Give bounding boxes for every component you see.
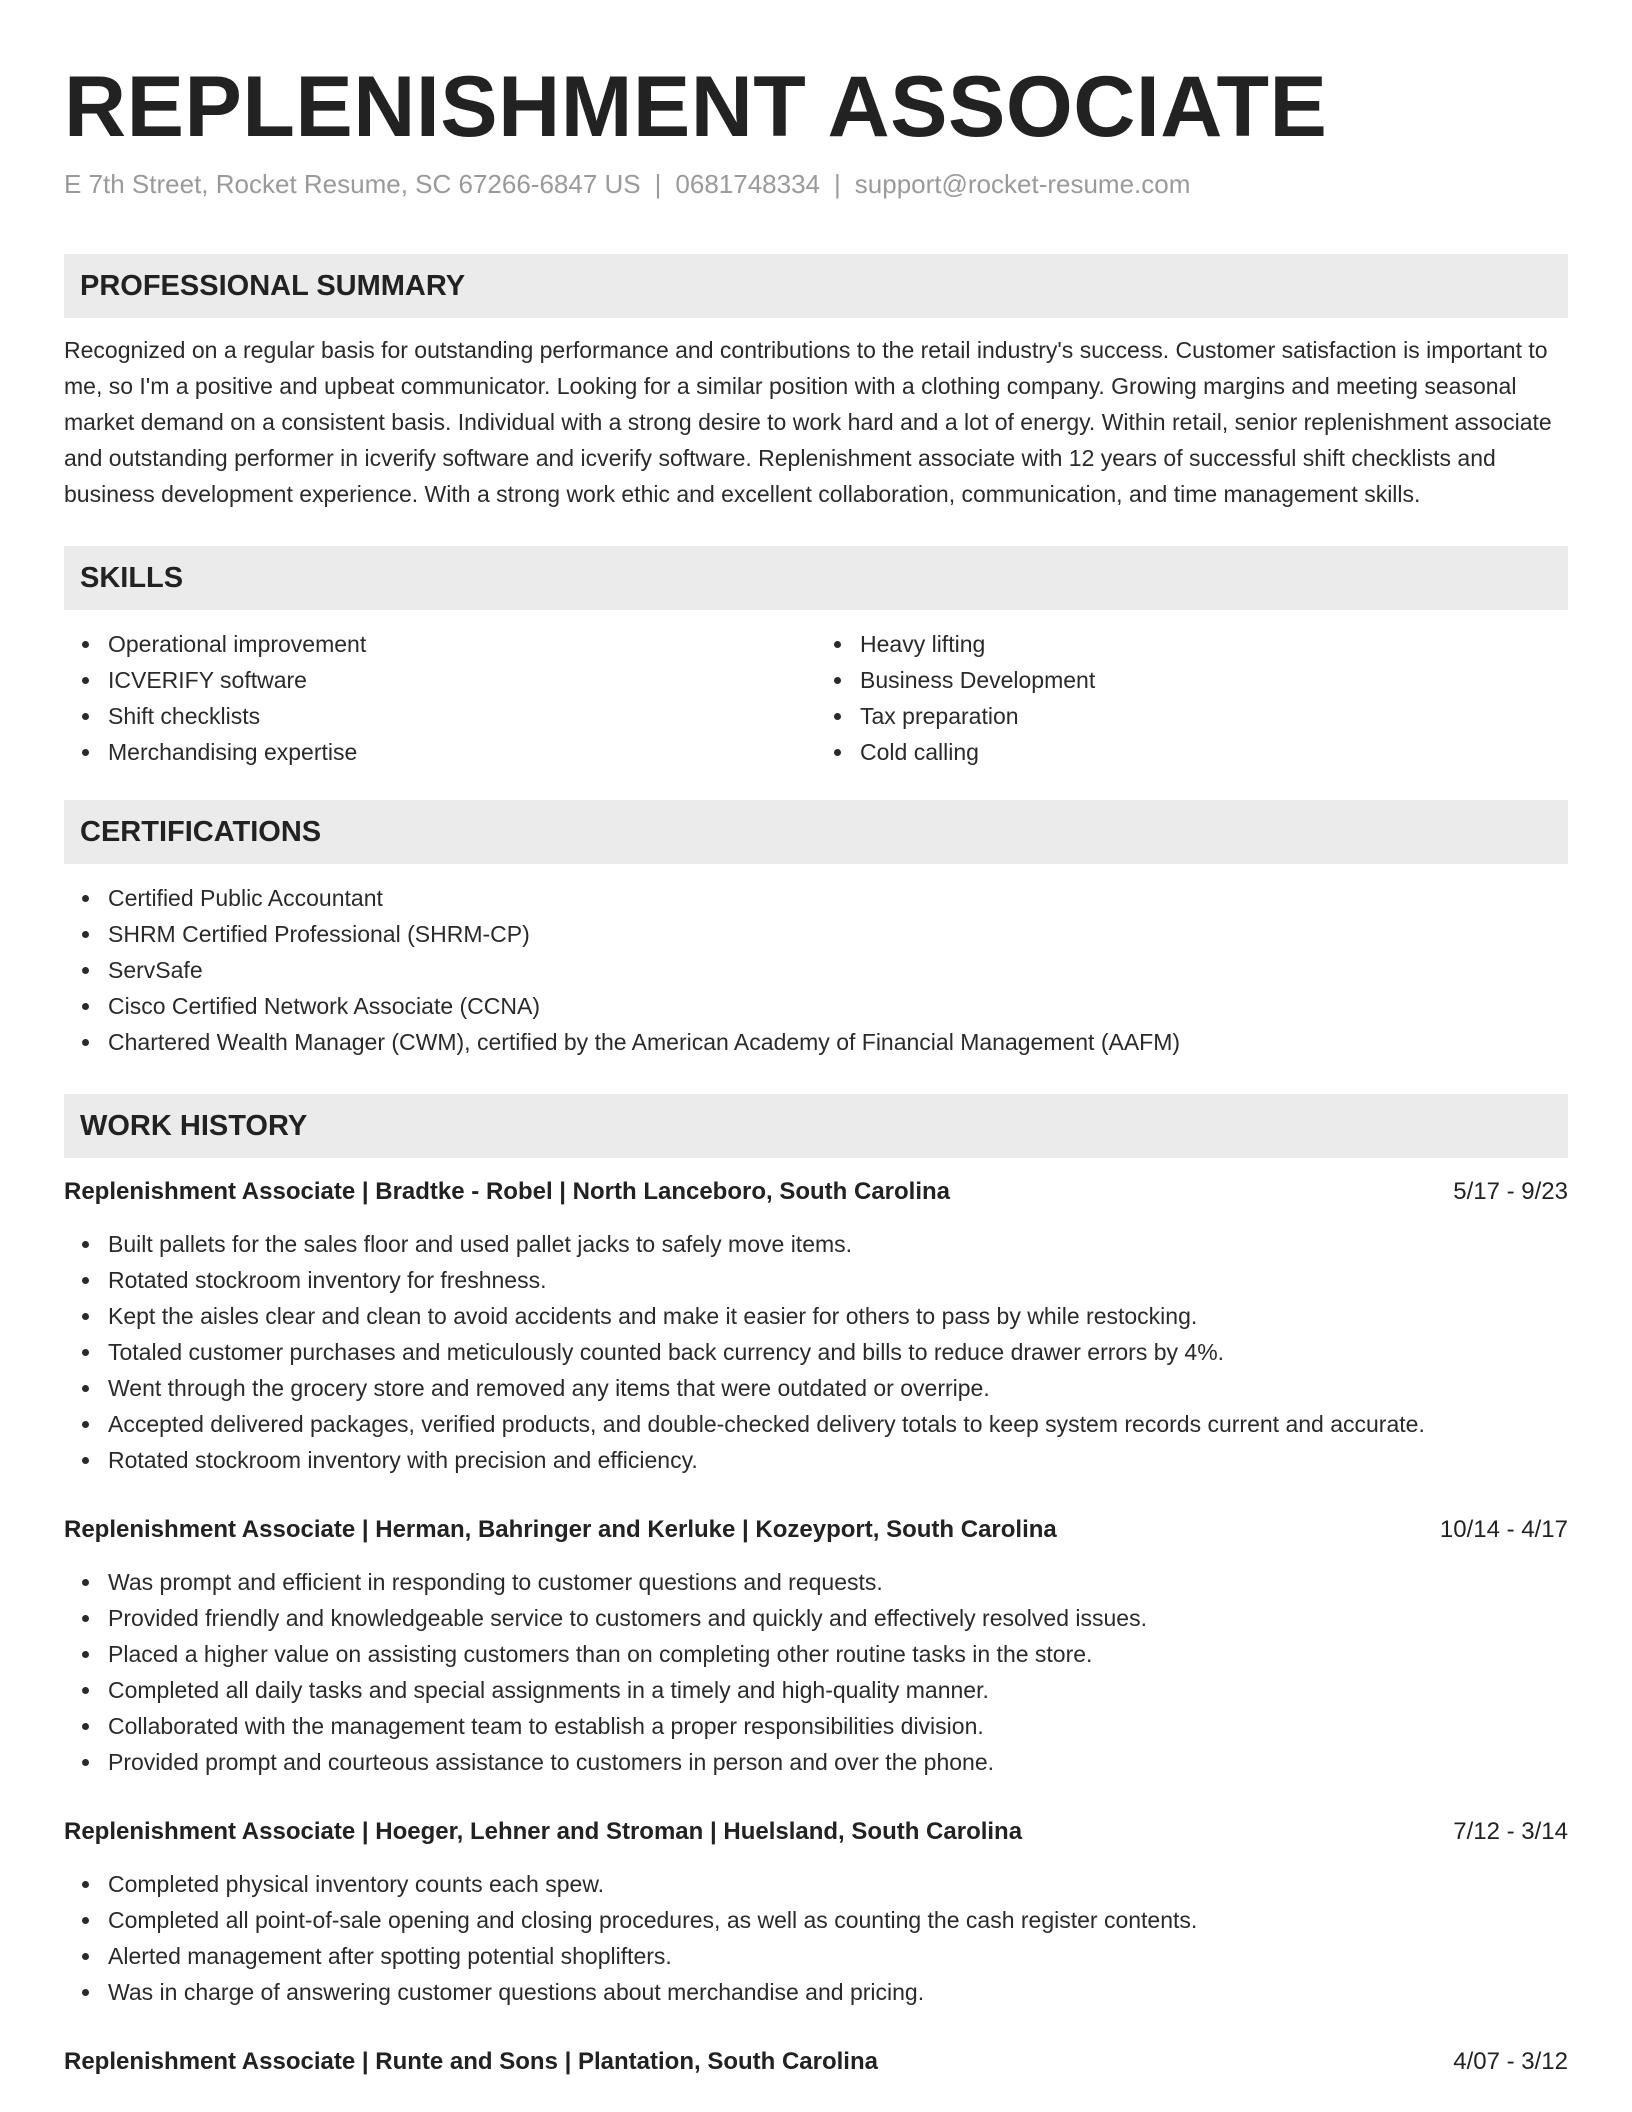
job-title: Replenishment Associate | Bradtke - Robel | North Lanceboro, South Carolina [64, 1178, 951, 1205]
resume-name: REPLENISHMENT ASSOCIATE [64, 59, 1328, 155]
summary-text: Recognized on a regular basis for outstanding performance and contributions to the retail industry's success. Customer satisfaction is important to me, so I'm a positive and upbeat communicator. Looking for a similar position with a clothing company. Growing margins and meeting seasonal market demand on a consistent basis. Individual with a strong desire to work hard and a lot of energy. Within retail, senior replenishment associate and outstanding performer in icverify software and icverify software. Replenishment associate with 12 years of successful shift checklists and business development experience. With a strong work ethic and excellent collaboration, communication, and time management skills. [64, 337, 1552, 507]
job-title: Replenishment Associate | Herman, Bahringer and Kerluke | Kozeyport, South Carolina [64, 1516, 1057, 1543]
skill-item: Tax preparation [860, 698, 1568, 734]
job-bullet: Rotated stockroom inventory for freshness. [108, 1262, 1568, 1298]
skill-item: Shift checklists [108, 698, 816, 734]
contact-line [64, 166, 1568, 202]
job-bullet: Accepted delivered packages, verified products, and double-checked delivery totals to keep system records current and accurate. [108, 1406, 1568, 1442]
job-dates: 5/17 - 9/23 [1453, 1178, 1568, 1205]
contact-email[interactable]: support@rocket-resume.com [854, 169, 1191, 199]
job-header [64, 1174, 1568, 1210]
job-bullets [64, 1226, 1568, 1478]
job-bullet: Alerted management after spotting potential shoplifters. [108, 1938, 1568, 1974]
skills-heading: SKILLS [64, 546, 1568, 610]
summary-heading: PROFESSIONAL SUMMARY [64, 254, 1568, 318]
job-bullet: Provided prompt and courteous assistance to customers in person and over the phone. [108, 1744, 1568, 1780]
job-bullet: Completed physical inventory counts each spew. [108, 1866, 1568, 1902]
job-dates: 7/12 - 3/14 [1453, 1818, 1568, 1845]
resume-page [64, 0, 1568, 2080]
skill-item: Merchandising expertise [108, 734, 816, 770]
job-bullet: Was in charge of answering customer questions about merchandise and pricing. [108, 1974, 1568, 2010]
job-bullet: Was prompt and efficient in responding to customer questions and requests. [108, 1564, 1568, 1600]
job-header [64, 1814, 1568, 1850]
job-bullet: Completed all daily tasks and special assignments in a timely and high-quality manner. [108, 1672, 1568, 1708]
job-dates: 10/14 - 4/17 [1439, 1516, 1568, 1543]
skills-columns [64, 626, 1568, 770]
job-bullet: Totaled customer purchases and meticulously counted back currency and bills to reduce drawer errors by 4%. [108, 1334, 1568, 1370]
job-header [64, 2044, 1568, 2080]
contact-separator: | [834, 169, 841, 199]
contact-separator: | [654, 169, 662, 199]
job-bullet: Provided friendly and knowledgeable service to customers and quickly and effectively resolved issues. [108, 1600, 1568, 1636]
certification-item: Cisco Certified Network Associate (CCNA) [108, 988, 1568, 1024]
job-title: Replenishment Associate | Hoeger, Lehner and Stroman | Huelsland, South Carolina [64, 1818, 1023, 1845]
skill-item: Business Development [860, 662, 1568, 698]
job-bullet: Placed a higher value on assisting customers than on completing other routine tasks in the store. [108, 1636, 1568, 1672]
job-header [64, 1512, 1568, 1548]
job-title: Replenishment Associate | Runte and Sons | Plantation, South Carolina [64, 2048, 878, 2075]
job-bullets [64, 1866, 1568, 2010]
job-bullet: Went through the grocery store and removed any items that were outdated or overripe. [108, 1370, 1568, 1406]
job-bullet: Completed all point-of-sale opening and closing procedures, as well as counting the cash register contents. [108, 1902, 1568, 1938]
certifications-heading: CERTIFICATIONS [64, 800, 1568, 864]
skill-item: ICVERIFY software [108, 662, 816, 698]
job-bullet: Kept the aisles clear and clean to avoid accidents and make it easier for others to pass by while restocking. [108, 1298, 1568, 1334]
certification-item: Certified Public Accountant [108, 880, 1568, 916]
job-bullet: Collaborated with the management team to establish a proper responsibilities division. [108, 1708, 1568, 1744]
skills-list-right [816, 626, 1568, 770]
certification-item: SHRM Certified Professional (SHRM-CP) [108, 916, 1568, 952]
certification-item: Chartered Wealth Manager (CWM), certified by the American Academy of Financial Management (AAFM) [108, 1024, 1568, 1060]
contact-phone: 0681748334 [675, 169, 821, 199]
job-dates: 4/07 - 3/12 [1453, 2048, 1568, 2075]
work-history-heading: WORK HISTORY [64, 1094, 1568, 1158]
job-bullet: Rotated stockroom inventory with precision and efficiency. [108, 1442, 1568, 1478]
certification-item: ServSafe [108, 952, 1568, 988]
skill-item: Heavy lifting [860, 626, 1568, 662]
skill-item: Cold calling [860, 734, 1568, 770]
job-bullet: Built pallets for the sales floor and used pallet jacks to safely move items. [108, 1226, 1568, 1262]
skill-item: Operational improvement [108, 626, 816, 662]
job-bullets [64, 1564, 1568, 1780]
certifications-list [64, 880, 1568, 1060]
skills-list-left [64, 626, 816, 770]
contact-address: E 7th Street, Rocket Resume, SC 67266-6847 US [64, 169, 641, 199]
